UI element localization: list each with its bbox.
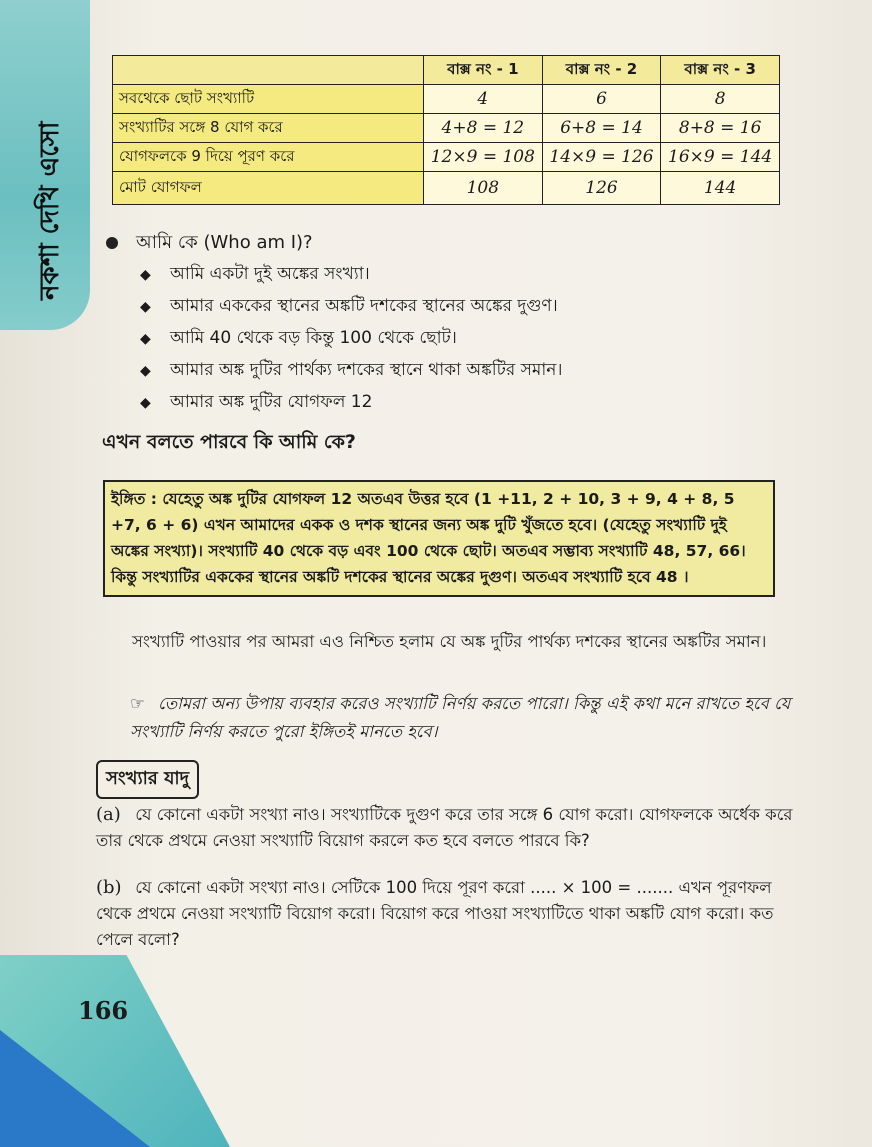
- diamond-bullet-icon: ◆: [140, 299, 151, 315]
- list-item: [140, 290, 563, 322]
- table-cell: 8+8 = 16: [661, 114, 780, 143]
- magic-item-b: [96, 875, 796, 953]
- list-item: [140, 386, 563, 418]
- magic-item-a: [96, 802, 796, 854]
- table-cell: 12×9 = 108: [424, 143, 543, 172]
- conclusion-paragraph: সংখ্যাটি পাওয়ার পর আমরা এও নিশ্চিত হলাম যে অঙ্ক দুটির পার্থক্য দশকের স্থানের অঙ্কটির সমান।: [132, 632, 767, 651]
- table-row: [113, 114, 780, 143]
- row-label: মোট যোগফল: [113, 172, 424, 205]
- table-row: [113, 143, 780, 172]
- list-item: [140, 354, 563, 386]
- chapter-side-tab: [0, 0, 90, 330]
- table-cell: 14×9 = 126: [542, 143, 661, 172]
- row-label: সবথেকে ছোট সংখ্যাটি: [113, 85, 424, 114]
- table-cell: 8: [661, 85, 780, 114]
- riddle-heading-text: আমি কে (Who am I)?: [136, 232, 313, 253]
- pointing-hand-icon: ☞: [130, 694, 145, 713]
- table-cell: 108: [424, 172, 543, 205]
- table-cell: 126: [542, 172, 661, 205]
- diamond-bullet-icon: ◆: [140, 267, 151, 283]
- hint-box: ইঙ্গিত : যেহেতু অঙ্ক দুটির যোগফল 12 অতএব উত্তর হবে (1 +11, 2 + 10, 3 + 9, 4 + 8, 5 +7, 6 + 6) এখন আমাদের একক ও দশক স্থানের জন্য অঙ্ক দুটি খুঁজতে হবে। (যেহেতু সংখ্যাটি দুই অঙ্কের সংখ্যা)। সংখ্যাটি 40 থেকে বড় এবং 100 থেকে ছোট। অতএব সম্ভাব্য সংখ্যাটি 48, 57, 66। কিন্তু সংখ্যাটির এককের স্থানের অঙ্কটি দশকের স্থানের অঙ্কের দুগুণ। অতএব সংখ্যাটি হবে 48 ।: [103, 480, 775, 597]
- item-text: যে কোনো একটা সংখ্যা নাও। সংখ্যাটিকে দুগুণ করে তার সঙ্গে 6 যোগ করো। যোগফলকে অর্ধেক করে তার থেকে প্রথমে নেওয়া সংখ্যাটি বিয়োগ করলে কত হবে বলতে পারবে কি?: [96, 805, 793, 850]
- list-item: [140, 322, 563, 354]
- table-header-row: [113, 56, 780, 85]
- note-text: তোমরা অন্য উপায় ব্যবহার করেও সংখ্যাটি নির্ণয় করতে পারো। কিন্তু এই কথা মনে রাখতে হবে যে সংখ্যাটি নির্ণয় করতে পুরো ইঙ্গিতই মানতে হবে।: [130, 694, 791, 741]
- clue-text: আমার এককের স্থানের অঙ্কটি দশকের স্থানের অঙ্কের দুগুণ।: [170, 296, 558, 316]
- diamond-bullet-icon: ◆: [140, 363, 151, 379]
- chapter-title: নকশা দেখি এসো: [35, 121, 65, 300]
- bullet-dot-icon: [106, 237, 118, 249]
- riddle-clue-list: [140, 258, 563, 418]
- table-cell: 16×9 = 144: [661, 143, 780, 172]
- table-cell: 4: [424, 85, 543, 114]
- clue-text: আমি 40 থেকে বড় কিন্তু 100 থেকে ছোট।: [170, 328, 457, 348]
- diamond-bullet-icon: ◆: [140, 395, 151, 411]
- table-corner-cell: [113, 56, 424, 85]
- question-heading: এখন বলতে পারবে কি আমি কে?: [102, 431, 356, 453]
- box-number-table: [112, 55, 780, 205]
- table-header-cell: বাক্স নং - 1: [424, 56, 543, 85]
- item-label: (a): [96, 804, 121, 825]
- table-header-cell: বাক্স নং - 3: [661, 56, 780, 85]
- table-header-cell: বাক্স নং - 2: [542, 56, 661, 85]
- table-cell: 4+8 = 12: [424, 114, 543, 143]
- clue-text: আমার অঙ্ক দুটির পার্থক্য দশকের স্থানে থাকা অঙ্কটির সমান।: [170, 360, 563, 380]
- clue-text: আমার অঙ্ক দুটির যোগফল 12: [170, 392, 373, 412]
- clue-text: আমি একটা দুই অঙ্কের সংখ্যা।: [170, 264, 370, 284]
- row-label: সংখ্যাটির সঙ্গে 8 যোগ করে: [113, 114, 424, 143]
- number-magic-title: সংখ্যার যাদু: [96, 760, 199, 799]
- table-row: [113, 172, 780, 205]
- list-item: [140, 258, 563, 290]
- table-row: [113, 85, 780, 114]
- row-label: যোগফলকে 9 দিয়ে পূরণ করে: [113, 143, 424, 172]
- item-text: যে কোনো একটা সংখ্যা নাও। সেটিকে 100 দিয়ে পূরণ করো ..... × 100 = ....... এখন পূরণফল থেকে প্রথমে নেওয়া সংখ্যাটি বিয়োগ করো। বিয়োগ করে পাওয়া সংখ্যাটিতে থাকা অঙ্কটি যোগ করো। কত পেলে বলো?: [96, 878, 774, 949]
- page-number: 166: [78, 996, 129, 1025]
- table-cell: 6: [542, 85, 661, 114]
- table-cell: 144: [661, 172, 780, 205]
- diamond-bullet-icon: ◆: [140, 331, 151, 347]
- riddle-heading: [106, 228, 313, 259]
- table-cell: 6+8 = 14: [542, 114, 661, 143]
- item-label: (b): [96, 877, 122, 898]
- note-paragraph: [130, 690, 795, 746]
